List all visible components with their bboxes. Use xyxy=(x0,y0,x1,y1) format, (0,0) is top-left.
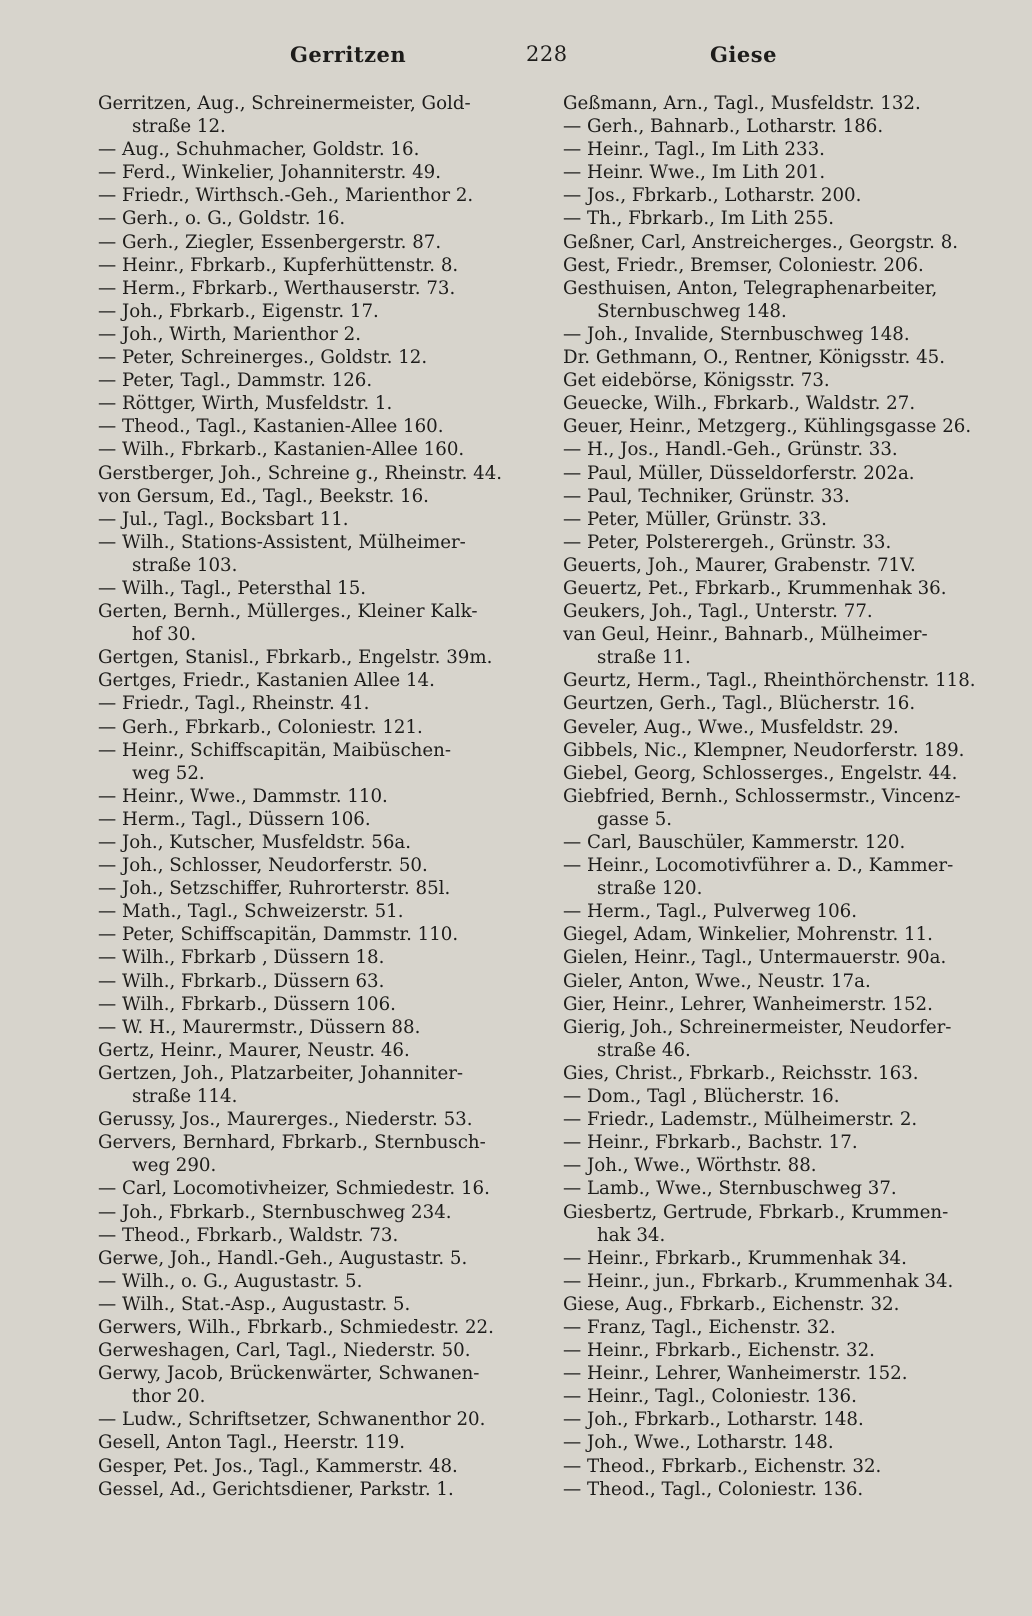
header-first-entry: Gerritzen xyxy=(290,42,407,67)
directory-entry: Giese, Aug., Fbrkarb., Eichenstr. 32. xyxy=(563,1293,900,1315)
directory-entry: — Joh., Wwe., Wörthstr. 88. xyxy=(563,1155,817,1177)
entry-continuation: straße 46. xyxy=(597,1039,691,1061)
entry-continuation: weg 52. xyxy=(132,762,205,784)
entry-continuation: weg 290. xyxy=(132,1155,217,1177)
directory-entry: Geveler, Aug., Wwe., Musfeldstr. 29. xyxy=(563,716,899,738)
directory-entry: — Joh., Kutscher, Musfeldstr. 56a. xyxy=(98,832,412,853)
directory-entry: — Heinr., Locomotivführer a. D., Kammer- xyxy=(563,855,954,877)
directory-entry: — Paul, Müller, Düsseldorferstr. 202a. xyxy=(563,462,915,484)
directory-entry: — Theod., Fbrkarb., Waldstr. 73. xyxy=(98,1224,399,1246)
entry-continuation: straße 11. xyxy=(597,647,691,669)
directory-entry: — Carl, Bauschüler, Kammerstr. 120. xyxy=(563,832,906,853)
directory-entry: — Peter, Schreinerges., Goldstr. 12. xyxy=(98,347,428,369)
directory-entry: — Theod., Tagl., Kastanien-Allee 160. xyxy=(98,416,444,438)
directory-entry: — Herm., Tagl., Düssern 106. xyxy=(98,808,371,830)
directory-entry: — Franz, Tagl., Eichenstr. 32. xyxy=(563,1316,836,1338)
directory-entry: — Gerh., Bahnarb., Lotharstr. 186. xyxy=(563,116,884,138)
directory-entry: Gier, Heinr., Lehrer, Wanheimerstr. 152. xyxy=(563,993,933,1015)
entry-continuation: Sternbuschweg 148. xyxy=(597,300,787,322)
directory-entry: — Joh., Wwe., Lotharstr. 148. xyxy=(563,1432,834,1454)
directory-entry: Gieler, Anton, Wwe., Neustr. 17a. xyxy=(563,970,871,992)
directory-entry: Geßner, Carl, Anstreicherges., Georgstr. 8. xyxy=(563,231,959,253)
directory-entry: — Heinr., Lehrer, Wanheimerstr. 152. xyxy=(563,1363,908,1385)
directory-entry: Geßmann, Arn., Tagl., Musfeldstr. 132. xyxy=(563,93,921,114)
directory-entry: Giebel, Georg, Schlosserges., Engelstr. 44. xyxy=(563,762,958,784)
directory-entry: Gertz, Heinr., Maurer, Neustr. 46. xyxy=(98,1039,410,1061)
entry-continuation: straße 12. xyxy=(132,116,226,138)
directory-entry: — Friedr., Tagl., Rheinstr. 41. xyxy=(98,693,370,715)
entry-continuation: gasse 5. xyxy=(597,808,673,830)
directory-entry: — Heinr., Tagl., Coloniestr. 136. xyxy=(563,1386,857,1408)
directory-entry: — Wilh., o. G., Augustastr. 5. xyxy=(98,1270,363,1292)
directory-entry: — Wilh., Stations-Assistent, Mülheimer- xyxy=(98,531,466,553)
directory-entry: Geuertz, Pet., Fbrkarb., Krummenhak 36. xyxy=(563,577,947,599)
directory-entry: — Joh., Schlosser, Neudorferstr. 50. xyxy=(98,855,428,877)
directory-entry: — Joh., Wirth, Marienthor 2. xyxy=(98,323,361,345)
directory-entry: Gesell, Anton Tagl., Heerstr. 119. xyxy=(98,1432,406,1454)
directory-entry: Geuecke, Wilh., Fbrkarb., Waldstr. 27. xyxy=(563,393,916,415)
directory-entry: — Herm., Fbrkarb., Werthauserstr. 73. xyxy=(98,277,456,299)
directory-entry: Gerwers, Wilh., Fbrkarb., Schmiedestr. 22. xyxy=(98,1316,494,1338)
directory-entry: Geurtz, Herm., Tagl., Rheinthörchenstr. 118. xyxy=(563,670,976,692)
directory-entry: — Wilh., Fbrkarb., Düssern 63. xyxy=(98,970,385,992)
directory-entry: — Carl, Locomotivheizer, Schmiedestr. 16. xyxy=(98,1178,490,1200)
directory-entry: — Theod., Tagl., Coloniestr. 136. xyxy=(563,1478,864,1500)
directory-entry: — Ludw., Schriftsetzer, Schwanenthor 20. xyxy=(98,1409,486,1431)
entry-continuation: straße 114. xyxy=(132,1086,238,1108)
directory-entry: — Theod., Fbrkarb., Eichenstr. 32. xyxy=(563,1455,882,1477)
directory-entry: — Math., Tagl., Schweizerstr. 51. xyxy=(98,901,404,923)
directory-entry: — Heinr., Tagl., Im Lith 233. xyxy=(563,139,825,161)
directory-entry: Gerwy, Jacob, Brückenwärter, Schwanen- xyxy=(98,1363,480,1385)
right-column xyxy=(563,92,1008,1501)
directory-entry: — Peter, Polsterergeh., Grünstr. 33. xyxy=(563,531,892,553)
directory-entry: — Th., Fbrkarb., Im Lith 255. xyxy=(563,208,835,230)
directory-entry: Giebfried, Bernh., Schlossermstr., Vincenz- xyxy=(563,785,961,807)
directory-entry: Gierig, Joh., Schreinermeister, Neudorfer- xyxy=(563,1016,952,1038)
directory-entry: — Joh., Fbrkarb., Sternbuschweg 234. xyxy=(98,1201,452,1223)
directory-entry: Gervers, Bernhard, Fbrkarb., Sternbusch- xyxy=(98,1132,486,1154)
left-column xyxy=(98,92,543,1501)
directory-entry: — Wilh., Tagl., Petersthal 15. xyxy=(98,577,367,599)
directory-entry: — Heinr. Wwe., Im Lith 201. xyxy=(563,162,826,184)
directory-entry: — Jul., Tagl., Bocksbart 11. xyxy=(98,508,349,530)
directory-entry: Gerten, Bernh., Müllerges., Kleiner Kalk- xyxy=(98,601,478,623)
directory-entry: — Gerh., Ziegler, Essenbergerstr. 87. xyxy=(98,231,442,253)
directory-entry: Gertzen, Joh., Platzarbeiter, Johanniter- xyxy=(98,1062,464,1084)
directory-entry: Gielen, Heinr., Tagl., Untermauerstr. 90a. xyxy=(563,947,947,969)
directory-entry: Gibbels, Nic., Klempner, Neudorferstr. 189. xyxy=(563,739,965,761)
directory-entry: — Paul, Techniker, Grünstr. 33. xyxy=(563,485,850,507)
directory-entry: — Wilh., Fbrkarb , Düssern 18. xyxy=(98,947,385,969)
directory-entry: Giegel, Adam, Winkelier, Mohrenstr. 11. xyxy=(563,924,933,946)
directory-entry: — Friedr., Lademstr., Mülheimerstr. 2. xyxy=(563,1109,918,1131)
directory-entry: Gertges, Friedr., Kastanien Allee 14. xyxy=(98,670,435,692)
directory-entry: — Peter, Müller, Grünstr. 33. xyxy=(563,508,827,530)
directory-entry: — Lamb., Wwe., Sternbuschweg 37. xyxy=(563,1178,897,1200)
header-last-entry: Giese xyxy=(710,42,777,67)
directory-entry: — Aug., Schuhmacher, Goldstr. 16. xyxy=(98,139,420,161)
directory-entry: — Herm., Tagl., Pulverweg 106. xyxy=(563,901,857,923)
entry-continuation: thor 20. xyxy=(132,1386,206,1408)
directory-entry: Gessel, Ad., Gerichtsdiener, Parkstr. 1. xyxy=(98,1478,454,1500)
directory-entry: — Heinr., jun., Fbrkarb., Krummenhak 34. xyxy=(563,1270,954,1292)
directory-entry: — Peter, Schiffscapitän, Dammstr. 110. xyxy=(98,924,459,946)
directory-entry: — Ferd., Winkelier, Johanniterstr. 49. xyxy=(98,162,442,184)
directory-entry: — Peter, Tagl., Dammstr. 126. xyxy=(98,370,373,392)
directory-entry: — Heinr., Fbrkarb., Eichenstr. 32. xyxy=(563,1340,875,1362)
directory-entry: van Geul, Heinr., Bahnarb., Mülheimer- xyxy=(563,624,928,646)
directory-entry: Gerussy, Jos., Maurerges., Niederstr. 53. xyxy=(98,1109,473,1131)
directory-entry: — Wilh., Stat.-Asp., Augustastr. 5. xyxy=(98,1293,411,1315)
directory-entry: Gerritzen, Aug., Schreinermeister, Gold- xyxy=(98,93,471,114)
directory-entry: Geuer, Heinr., Metzgerg., Kühlingsgasse 26. xyxy=(563,416,972,438)
directory-entry: Gesthuisen, Anton, Telegraphenarbeiter, xyxy=(563,277,938,299)
entry-continuation: straße 103. xyxy=(132,554,238,576)
directory-entry: — Friedr., Wirthsch.-Geh., Marienthor 2. xyxy=(98,185,474,207)
directory-entry: Gies, Christ., Fbrkarb., Reichsstr. 163. xyxy=(563,1062,919,1084)
directory-entry: — Joh., Setzschiffer, Ruhrorterstr. 85l. xyxy=(98,878,451,900)
directory-entry: Gerweshagen, Carl, Tagl., Niederstr. 50. xyxy=(98,1340,471,1362)
directory-entry: Gesper, Pet. Jos., Tagl., Kammerstr. 48. xyxy=(98,1455,458,1477)
directory-entry: — Joh., Fbrkarb., Lotharstr. 148. xyxy=(563,1409,864,1431)
directory-entry: — Wilh., Fbrkarb., Kastanien-Allee 160. xyxy=(98,439,465,461)
directory-entry: Gerstberger, Joh., Schreine g., Rheinstr. 44. xyxy=(98,462,503,484)
directory-entry: — H., Jos., Handl.-Geh., Grünstr. 33. xyxy=(563,439,898,461)
directory-entry: — Jos., Fbrkarb., Lotharstr. 200. xyxy=(563,185,862,207)
directory-entry: von Gersum, Ed., Tagl., Beekstr. 16. xyxy=(98,485,429,507)
directory-entry: Get eidebörse, Königsstr. 73. xyxy=(563,370,830,392)
directory-entry: Geuerts, Joh., Maurer, Grabenstr. 71V. xyxy=(563,554,916,576)
directory-entry: — Joh., Fbrkarb., Eigenstr. 17. xyxy=(98,300,379,322)
entry-continuation: hof 30. xyxy=(132,624,197,646)
directory-entry: — Heinr., Wwe., Dammstr. 110. xyxy=(98,785,388,807)
directory-entry: Dr. Gethmann, O., Rentner, Königsstr. 45. xyxy=(563,347,946,369)
directory-entry: — Heinr., Fbrkarb., Kupferhüttenstr. 8. xyxy=(98,254,459,276)
directory-entry: — Heinr., Fbrkarb., Krummenhak 34. xyxy=(563,1247,907,1269)
directory-entry: Geurtzen, Gerh., Tagl., Blücherstr. 16. xyxy=(563,693,916,715)
directory-entry: — Dom., Tagl , Blücherstr. 16. xyxy=(563,1086,840,1108)
directory-entry: — Heinr., Fbrkarb., Bachstr. 17. xyxy=(563,1132,858,1154)
directory-entry: — Joh., Invalide, Sternbuschweg 148. xyxy=(563,323,910,345)
entry-continuation: straße 120. xyxy=(597,878,703,900)
directory-entry: Giesbertz, Gertrude, Fbrkarb., Krummen- xyxy=(563,1201,949,1223)
page-number: 228 xyxy=(526,42,568,66)
directory-entry: — Wilh., Fbrkarb., Düssern 106. xyxy=(98,993,396,1015)
directory-entry: — Röttger, Wirth, Musfeldstr. 1. xyxy=(98,393,393,415)
directory-entry: — Gerh., Fbrkarb., Coloniestr. 121. xyxy=(98,716,423,738)
directory-entry: Gest, Friedr., Bremser, Coloniestr. 206. xyxy=(563,254,924,276)
directory-entry: — Heinr., Schiffscapitän, Maibüschen- xyxy=(98,739,452,761)
entry-continuation: hak 34. xyxy=(597,1224,666,1246)
page-header xyxy=(0,42,1032,82)
directory-entry: — W. H., Maurermstr., Düssern 88. xyxy=(98,1016,421,1038)
directory-entry: Gerwe, Joh., Handl.-Geh., Augustastr. 5. xyxy=(98,1247,468,1269)
directory-entry: Geukers, Joh., Tagl., Unterstr. 77. xyxy=(563,601,873,623)
directory-entry: — Gerh., o. G., Goldstr. 16. xyxy=(98,208,346,230)
directory-entry: Gertgen, Stanisl., Fbrkarb., Engelstr. 39m. xyxy=(98,647,493,669)
